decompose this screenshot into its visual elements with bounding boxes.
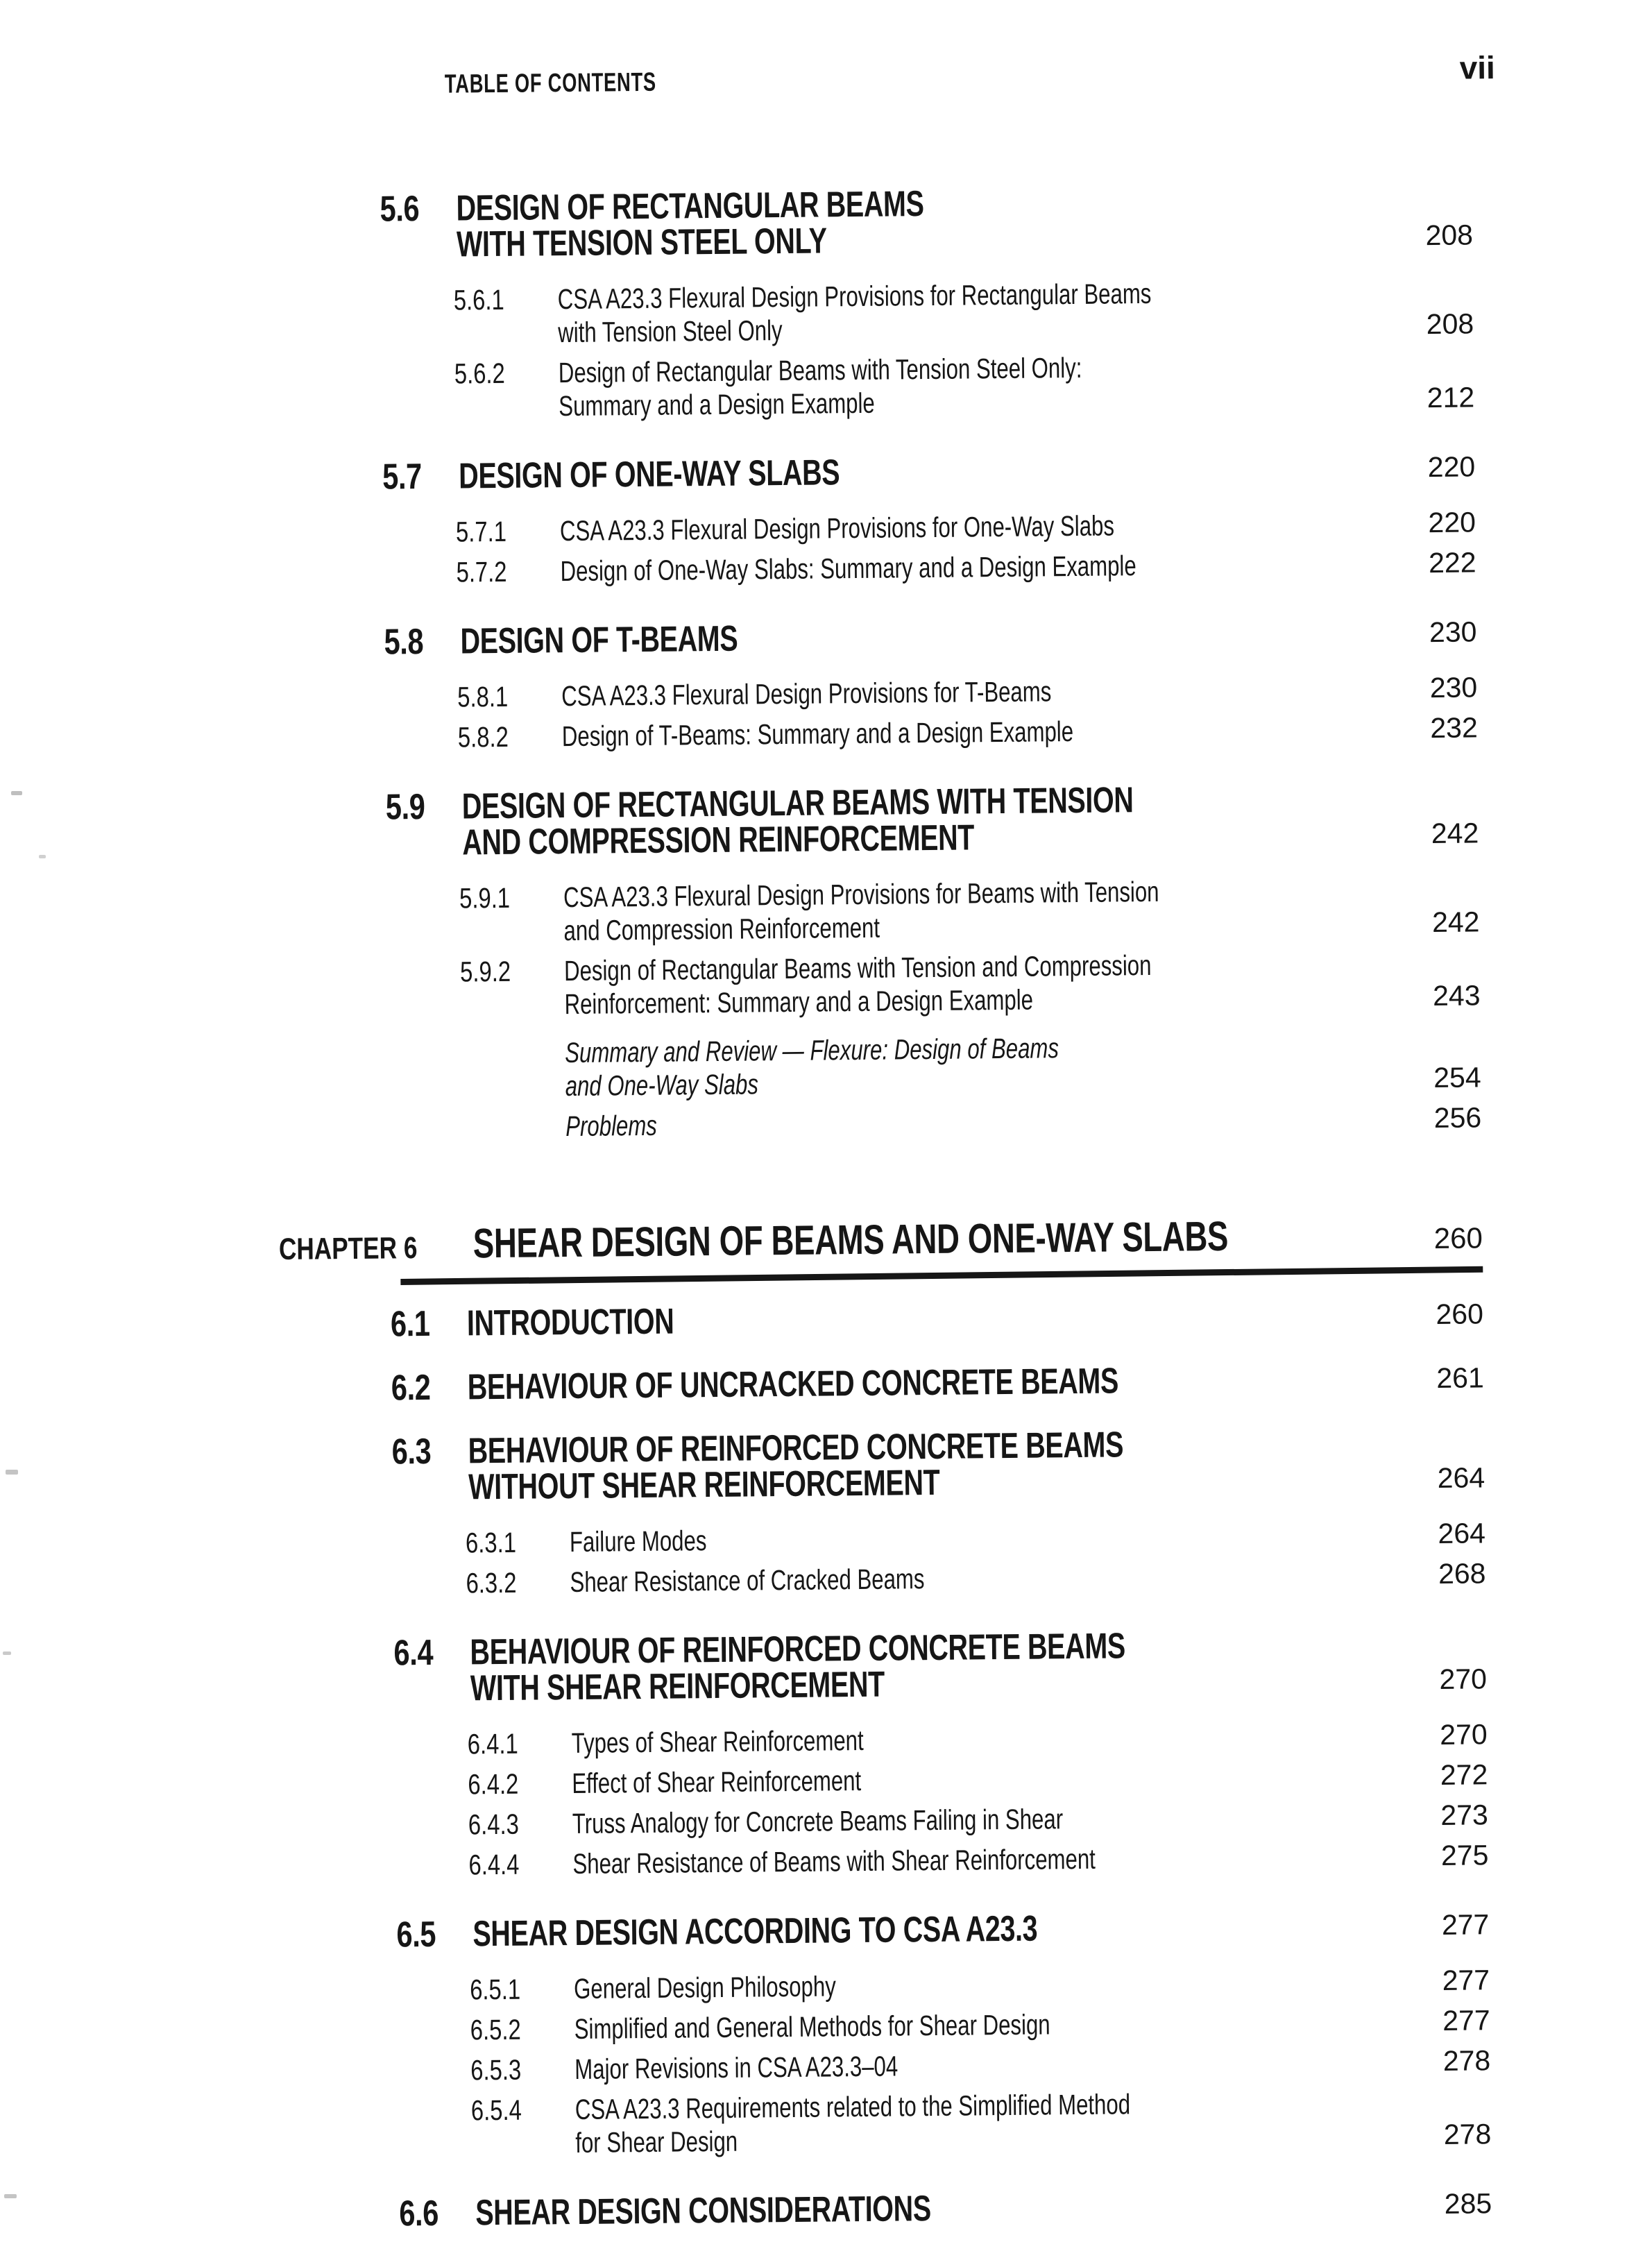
toc-row <box>271 448 1475 496</box>
toc-entry-title <box>572 1799 1412 1840</box>
toc-entry-number: 6.4.1 <box>468 1726 572 1760</box>
toc-entry-line: AND COMPRESSION REINFORCEMENT <box>462 818 1177 861</box>
toc-entry-page: 270 <box>1411 1717 1487 1751</box>
toc-row <box>276 945 1481 1024</box>
toc-row <box>272 545 1476 591</box>
toc-entry-title <box>560 506 1399 547</box>
toc-entry-number: 6.5 <box>396 1916 472 1953</box>
toc-entry-page: 222 <box>1399 545 1476 579</box>
toc-entry-title <box>570 1557 1409 1599</box>
toc-entry-number: 5.7 <box>382 458 459 495</box>
toc-entry-number: 5.9 <box>386 788 462 825</box>
toc-entry-number: 5.8.2 <box>458 720 562 754</box>
toc-entry-title <box>468 1360 1408 1405</box>
toc-entry-line: Design of Rectangular Beams with Tension Steel Only: <box>559 350 1197 389</box>
toc-entry-page: 220 <box>1399 448 1475 485</box>
toc-entry-number: 5.6.1 <box>454 282 558 316</box>
toc-entry-line: WITHOUT SHEAR REINFORCEMENT <box>468 1463 1183 1506</box>
toc-entry-page: 268 <box>1409 1556 1485 1590</box>
toc-chapter-row <box>279 1214 1483 1289</box>
toc-entry-page: 220 <box>1399 505 1476 539</box>
toc-row <box>282 1516 1485 1561</box>
toc-entry-page: 278 <box>1415 2117 1491 2151</box>
toc-entry-page: 285 <box>1415 2185 1492 2222</box>
toc-entry-line: General Design Philosophy <box>574 1966 1212 2005</box>
toc-entry-line: SHEAR DESIGN ACCORDING TO CSA A23.3 <box>472 1910 1187 1953</box>
toc-entry-line: SHEAR DESIGN CONSIDERATIONS <box>475 2188 1190 2231</box>
toc-entry-line: Failure Modes <box>570 1519 1208 1559</box>
toc-entry-number: 6.1 <box>391 1305 467 1342</box>
toc-entry-title <box>459 449 1399 494</box>
toc-entry-page: 264 <box>1409 1516 1485 1550</box>
toc-entry-page: 264 <box>1408 1459 1485 1496</box>
toc-entry-title <box>575 2084 1415 2159</box>
scan-speck <box>4 2194 17 2198</box>
scan-speck <box>6 1470 18 1475</box>
toc-entry-page: 212 <box>1398 380 1474 414</box>
toc-entry-page: 208 <box>1397 216 1473 253</box>
toc-entry-number: 6.3 <box>391 1433 468 1470</box>
toc-entry-line: BEHAVIOUR OF UNCRACKED CONCRETE BEAMS <box>468 1363 1182 1406</box>
toc-entry-title <box>559 348 1399 423</box>
toc-entry-title <box>473 1214 1406 1264</box>
toc-entry-page: 230 <box>1401 670 1477 704</box>
table-of-contents <box>269 180 1492 2233</box>
toc-entry-line: Summary and Review — Flexure: Design of Beams <box>565 1030 1203 1069</box>
toc-entry-line: Types of Shear Reinforcement <box>572 1720 1210 1760</box>
toc-entry-number: 5.7.1 <box>456 514 560 548</box>
toc-row <box>269 180 1473 264</box>
toc-entry-title <box>561 671 1401 713</box>
toc-entry-number: 5.9.2 <box>460 954 564 988</box>
toc-row <box>284 1838 1488 1883</box>
toc-row <box>282 1556 1485 1602</box>
toc-entry-page: 270 <box>1411 1661 1487 1697</box>
toc-entry-line: for Shear Design <box>575 2120 1214 2159</box>
toc-entry-line: DESIGN OF RECTANGULAR BEAMS WITH TENSION <box>462 782 1177 825</box>
toc-row <box>285 1906 1489 1954</box>
toc-entry-line: Major Revisions in CSA A23.3–04 <box>574 2046 1213 2086</box>
scan-speck <box>39 855 46 858</box>
toc-entry-page: 261 <box>1408 1359 1484 1396</box>
toc-entry-title <box>574 1964 1413 2005</box>
toc-entry-title <box>565 1101 1405 1143</box>
page-number-folio: vii <box>1459 49 1495 86</box>
toc-entry-number: 6.4 <box>393 1634 470 1671</box>
toc-entry-number: 6.5.1 <box>470 1972 574 2006</box>
toc-entry-page: 243 <box>1404 978 1480 1012</box>
toc-row <box>287 2003 1490 2048</box>
toc-row <box>286 1963 1490 2008</box>
header-title: TABLE OF CONTENTS <box>445 68 656 100</box>
toc-entry-line: Truss Analogy for Concrete Beams Failing in Shear <box>572 1801 1211 1840</box>
toc-entry-page: 272 <box>1411 1758 1488 1792</box>
toc-row <box>274 711 1478 756</box>
toc-entry-number: CHAPTER 6 <box>279 1228 474 1270</box>
toc-row <box>278 1101 1481 1146</box>
toc-entry-line: DESIGN OF T-BEAMS <box>460 617 1175 660</box>
toc-entry-title <box>560 546 1399 588</box>
toc-entry-title <box>565 1028 1405 1103</box>
toc-entry-title <box>574 2004 1414 2046</box>
toc-entry-line: Reinforcement: Summary and a Design Example <box>564 981 1202 1021</box>
toc-entry-title <box>572 1718 1411 1760</box>
toc-entry-page: 232 <box>1402 711 1478 745</box>
scan-speck <box>11 791 22 795</box>
toc-entry-line: Summary and a Design Example <box>559 383 1197 423</box>
toc-entry-page: 278 <box>1414 2044 1490 2078</box>
toc-entry-number: 6.5.3 <box>470 2053 574 2087</box>
toc-entry-number: 5.6 <box>380 191 456 228</box>
toc-entry-page: 242 <box>1403 905 1479 939</box>
toc-entry-page: 277 <box>1413 1906 1489 1943</box>
toc-row <box>273 670 1477 715</box>
chapter-underline <box>400 1266 1483 1285</box>
toc-row <box>284 1798 1488 1843</box>
toc-entry-number: 6.3.2 <box>466 1565 570 1599</box>
toc-entry-line: CSA A23.3 Flexural Design Provisions for T-Beams <box>561 673 1200 713</box>
toc-row <box>287 2044 1490 2089</box>
toc-entry-title <box>460 614 1400 659</box>
toc-row <box>284 1758 1488 1803</box>
toc-entry-title <box>563 872 1404 947</box>
toc-entry-number: 6.5.2 <box>470 2012 574 2046</box>
toc-entry-line: DESIGN OF ONE-WAY SLABS <box>459 452 1173 495</box>
toc-entry-line: BEHAVIOUR OF REINFORCED CONCRETE BEAMS <box>468 1427 1182 1470</box>
toc-entry-line: CSA A23.3 Flexural Design Provisions for Beams with Tension <box>563 874 1202 914</box>
toc-entry-page: 277 <box>1413 2003 1490 2037</box>
toc-entry-number: 5.9.1 <box>459 881 563 915</box>
toc-entry-title <box>475 2186 1415 2231</box>
toc-entry-number: 5.8 <box>384 623 460 660</box>
toc-entry-number: 6.2 <box>391 1369 468 1406</box>
toc-entry-title <box>472 1907 1413 1952</box>
toc-entry-title <box>467 1296 1407 1341</box>
toc-entry-title <box>470 1625 1411 1706</box>
toc-entry-title <box>574 2044 1414 2086</box>
toc-entry-line: Shear Resistance of Cracked Beams <box>570 1559 1208 1599</box>
toc-entry-number: 6.4.4 <box>468 1847 572 1881</box>
toc-entry-line: and One-Way Slabs <box>565 1063 1203 1103</box>
toc-entry-number: 6.6 <box>399 2195 475 2232</box>
toc-row <box>282 1624 1487 1708</box>
toc-entry-title <box>456 182 1397 263</box>
toc-entry-line: INTRODUCTION <box>467 1299 1182 1342</box>
toc-entry-line: CSA A23.3 Flexural Design Provisions for One-Way Slabs <box>560 508 1198 547</box>
toc-entry-page: 256 <box>1405 1101 1481 1135</box>
toc-entry-line: DESIGN OF RECTANGULAR BEAMS <box>456 184 1170 227</box>
toc-entry-number: 5.6.2 <box>454 356 559 390</box>
scan-speck <box>3 1651 11 1655</box>
toc-entry-page: 275 <box>1412 1838 1488 1872</box>
toc-entry-number: 6.4.2 <box>468 1767 572 1801</box>
toc-entry-number: 6.5.4 <box>471 2093 575 2127</box>
toc-entry-page: 242 <box>1402 815 1479 851</box>
toc-entry-line: Design of Rectangular Beams with Tension and Compression <box>564 948 1202 987</box>
toc-row <box>271 347 1475 425</box>
toc-row <box>280 1423 1485 1507</box>
toc-entry-line: Design of T-Beams: Summary and a Design Example <box>562 713 1200 753</box>
toc-row <box>277 1027 1481 1105</box>
toc-entry-number: 6.4.3 <box>468 1807 572 1841</box>
toc-row <box>280 1359 1484 1407</box>
toc-row <box>275 779 1479 863</box>
toc-entry-page: 208 <box>1397 307 1474 341</box>
toc-entry-title <box>558 274 1398 349</box>
toc-entry-title <box>570 1517 1409 1559</box>
toc-entry-line: SHEAR DESIGN OF BEAMS AND ONE-WAY SLABS <box>473 1217 1183 1264</box>
toc-entry-title <box>462 779 1403 860</box>
toc-entry-number: 6.3.1 <box>466 1525 570 1559</box>
toc-entry-page: 277 <box>1413 1963 1490 1997</box>
toc-entry-line: Problems <box>565 1103 1204 1143</box>
toc-entry-page: 260 <box>1406 1218 1483 1259</box>
toc-entry-line: Effect of Shear Reinforcement <box>572 1760 1210 1800</box>
toc-row <box>272 505 1476 550</box>
toc-entry-title <box>564 946 1404 1021</box>
toc-entry-title <box>468 1424 1408 1505</box>
toc-entry-page: 254 <box>1404 1060 1481 1094</box>
toc-entry-line: and Compression Reinforcement <box>563 908 1202 947</box>
toc-entry-page: 230 <box>1400 613 1476 650</box>
toc-row <box>284 1717 1488 1763</box>
toc-entry-line: Simplified and General Methods for Shear Design <box>574 2006 1213 2046</box>
toc-entry-line: Shear Resistance of Beams with Shear Reinforcement <box>572 1841 1211 1880</box>
toc-entry-line: CSA A23.3 Flexural Design Provisions for Rectangular Beams <box>558 276 1196 316</box>
toc-entry-line: BEHAVIOUR OF REINFORCED CONCRETE BEAMS <box>470 1628 1184 1671</box>
toc-row <box>270 273 1474 352</box>
toc-entry-line: with Tension Steel Only <box>558 309 1196 349</box>
toc-entry-line: WITH SHEAR REINFORCEMENT <box>470 1664 1185 1707</box>
toc-entry-title <box>572 1758 1411 1800</box>
toc-row <box>280 1296 1483 1343</box>
toc-entry-page: 260 <box>1407 1296 1483 1332</box>
toc-entry-page: 273 <box>1412 1798 1488 1832</box>
toc-entry-title <box>572 1839 1412 1880</box>
toc-entry-line: WITH TENSION STEEL ONLY <box>457 220 1171 263</box>
toc-entry-number: 5.7.2 <box>456 554 560 588</box>
toc-row <box>275 872 1480 950</box>
toc-row <box>273 613 1476 661</box>
toc-row <box>288 2185 1492 2233</box>
toc-entry-line: Design of One-Way Slabs: Summary and a Design Example <box>560 548 1198 588</box>
running-header <box>445 67 739 100</box>
toc-entry-title <box>562 711 1402 753</box>
toc-entry-number: 5.8.1 <box>457 679 561 713</box>
toc-entry-line: CSA A23.3 Requirements related to the Simplified Method <box>575 2087 1214 2126</box>
toc-row <box>287 2084 1492 2162</box>
